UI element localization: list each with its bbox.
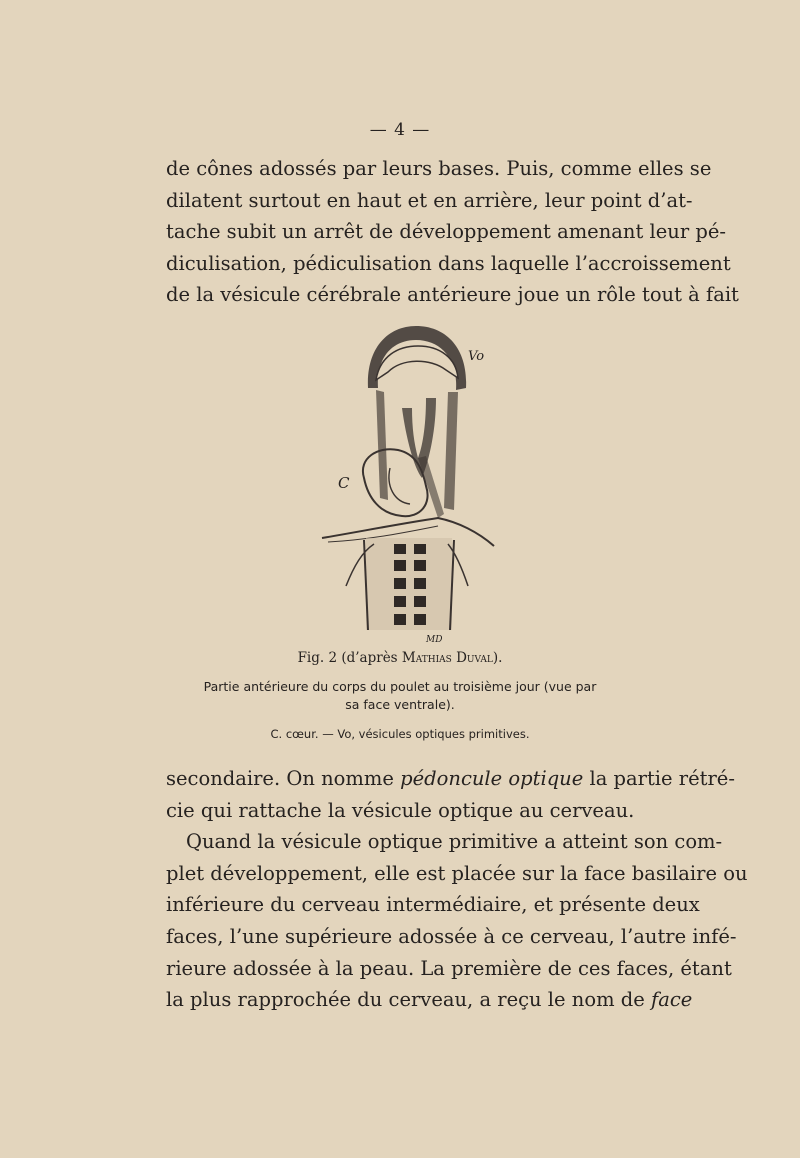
figure-description: sa face ventrale). [345, 697, 455, 712]
label-c: C [338, 474, 350, 492]
paragraph-top [166, 153, 739, 311]
text-line: dilatent surtout en haut et en arrière, leur point d’at- [166, 188, 693, 212]
text-line: Quand la vésicule optique primitive a atteint son com- [186, 830, 723, 854]
text-line: de la vésicule cérébrale antérieure joue un rôle tout à fait [166, 283, 739, 307]
text-line: rieure adossée à la peau. La première de ces faces, étant [166, 956, 732, 980]
text-line: plet développement, elle est placée sur la face basilaire ou [166, 861, 748, 885]
figure-legend: C. cœur. — Vo, vésicules optiques primitives. [270, 727, 530, 741]
text-line: faces, l’une supérieure adossée à ce cerveau, l’autre infé- [166, 924, 737, 948]
figure-description: Partie antérieure du corps du poulet au troisième jour (vue par [203, 679, 597, 694]
text-line: la plus rapprochée du cerveau, a reçu le nom de face [166, 988, 693, 1012]
text-line: diculisation, pédiculisation dans laquelle l’accroissement [166, 251, 731, 275]
embryo-drawing [318, 318, 498, 645]
text-line: inférieure du cerveau intermédiaire, et présente deux [166, 893, 700, 917]
label-md: MD [426, 635, 443, 645]
label-vo: Vo [468, 349, 485, 364]
page-number: — 4 — [369, 120, 431, 140]
text-line: secondaire. On nomme pédoncule optique la partie rétré- [166, 767, 735, 790]
text-line: de cônes adossés par leurs bases. Puis, comme elles se [166, 157, 712, 180]
text-line: cie qui rattache la vésicule optique au cerveau. [166, 798, 635, 822]
paragraph-bottom [166, 763, 748, 1016]
embryo-illustration [318, 318, 498, 645]
text-line: tache subit un arrêt de développement amenant leur pé- [166, 220, 726, 244]
figure-caption: Fig. 2 (d’après Mathias Duval). [297, 650, 503, 666]
